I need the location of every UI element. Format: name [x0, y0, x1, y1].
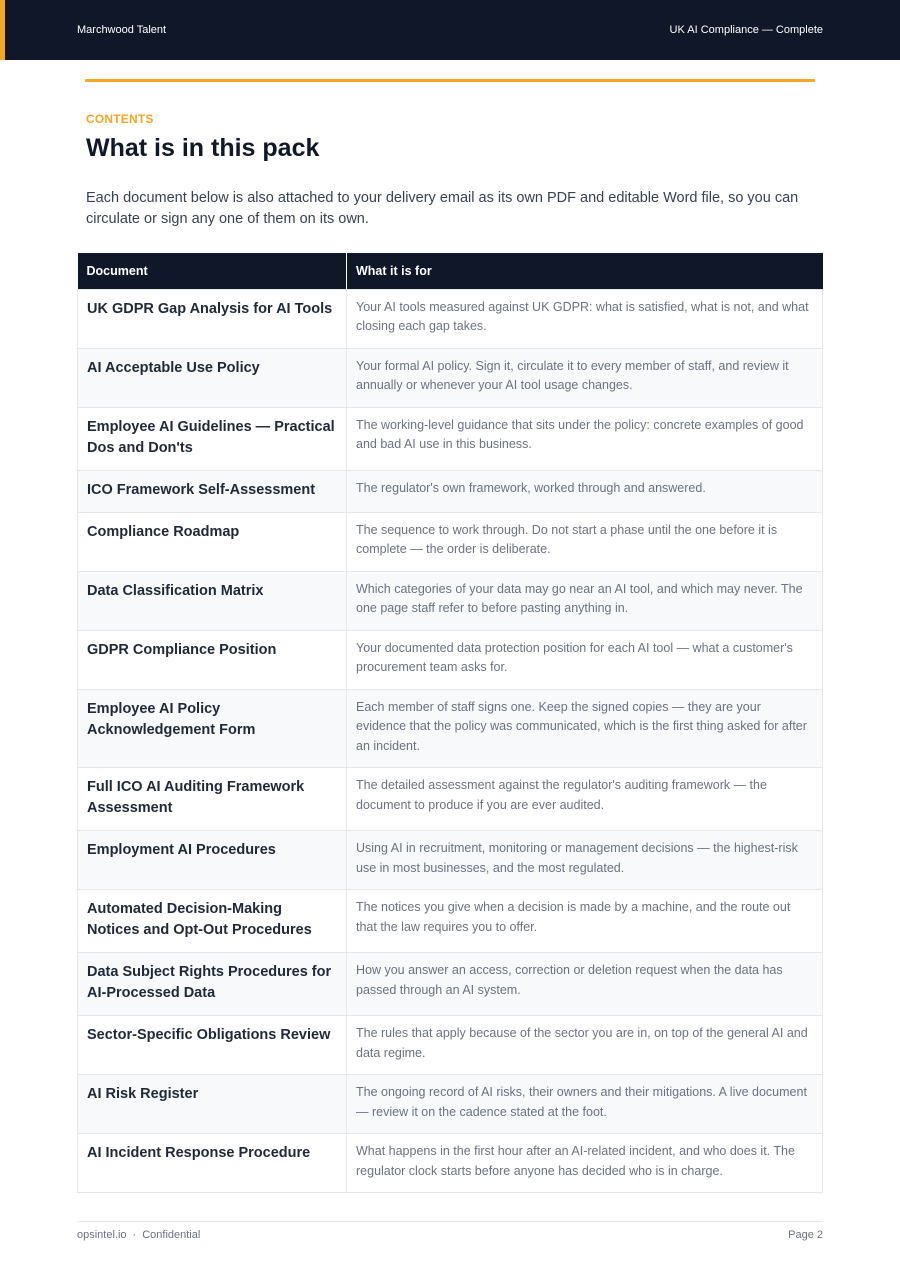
- table-row: [78, 831, 823, 890]
- table-row: [78, 289, 823, 348]
- column-header-document: Document: [78, 253, 347, 289]
- document-purpose-cell: What happens in the first hour after an AI-related incident, and who does it. The regulator clock starts before anyone has decided who is in charge.: [347, 1134, 823, 1193]
- document-purpose-cell: The regulator's own framework, worked through and answered.: [347, 470, 823, 512]
- table-header-row: [78, 253, 823, 289]
- document-purpose-cell: How you answer an access, correction or deletion request when the data has passed through an AI system.: [347, 953, 823, 1016]
- document-name-cell: UK GDPR Gap Analysis for AI Tools: [78, 289, 347, 348]
- document-name-cell: Automated Decision-Making Notices and Opt-Out Procedures: [78, 890, 347, 953]
- footer-classification: Confidential: [142, 1229, 201, 1241]
- document-purpose-cell: The detailed assessment against the regulator's auditing framework — the document to produce if you are ever audited.: [347, 768, 823, 831]
- document-title: UK AI Compliance — Complete: [669, 24, 823, 36]
- document-purpose-cell: Each member of staff signs one. Keep the signed copies — they are your evidence that the policy was communicated, which is the first thing asked for after an incident.: [347, 689, 823, 768]
- document-name-cell: AI Incident Response Procedure: [78, 1134, 347, 1193]
- document-purpose-cell: The rules that apply because of the sector you are in, on top of the general AI and data regime.: [347, 1016, 823, 1075]
- table-row: [78, 630, 823, 689]
- accent-divider: [85, 79, 815, 82]
- document-name-cell: Data Subject Rights Procedures for AI-Processed Data: [78, 953, 347, 1016]
- page-number: Page 2: [788, 1229, 823, 1241]
- page-title: What is in this pack: [86, 134, 320, 162]
- documents-table: [77, 253, 823, 1193]
- document-name-cell: AI Risk Register: [78, 1075, 347, 1134]
- document-name-cell: Employee AI Policy Acknowledgement Form: [78, 689, 347, 768]
- column-header-purpose: What it is for: [347, 253, 823, 289]
- document-purpose-cell: The notices you give when a decision is made by a machine, and the route out that the law requires you to offer.: [347, 890, 823, 953]
- document-name-cell: Compliance Roadmap: [78, 512, 347, 571]
- document-purpose-cell: Using AI in recruitment, monitoring or management decisions — the highest-risk use in most businesses, and the most regulated.: [347, 831, 823, 890]
- footer-divider: [77, 1221, 823, 1222]
- brand-name: Marchwood Talent: [77, 24, 167, 36]
- table-row: [78, 1134, 823, 1193]
- section-eyebrow: CONTENTS: [86, 112, 154, 126]
- table-row: [78, 407, 823, 470]
- footer-site: opsintel.io: [77, 1229, 127, 1241]
- document-name-cell: Employment AI Procedures: [78, 831, 347, 890]
- table-row: [78, 470, 823, 512]
- table-row: [78, 953, 823, 1016]
- document-name-cell: Data Classification Matrix: [78, 571, 347, 630]
- document-purpose-cell: The working-level guidance that sits under the policy: concrete examples of good and bad AI use in this business.: [347, 407, 823, 470]
- table-row: [78, 689, 823, 768]
- document-name-cell: AI Acceptable Use Policy: [78, 348, 347, 407]
- document-name-cell: ICO Framework Self-Assessment: [78, 470, 347, 512]
- table-row: [78, 348, 823, 407]
- document-name-cell: Sector-Specific Obligations Review: [78, 1016, 347, 1075]
- footer-left: [77, 1229, 200, 1241]
- table-row: [78, 1075, 823, 1134]
- document-name-cell: GDPR Compliance Position: [78, 630, 347, 689]
- document-purpose-cell: The sequence to work through. Do not start a phase until the one before it is complete — the order is deliberate.: [347, 512, 823, 571]
- table-row: [78, 768, 823, 831]
- table-row: [78, 1016, 823, 1075]
- document-name-cell: Full ICO AI Auditing Framework Assessment: [78, 768, 347, 831]
- document-purpose-cell: Your AI tools measured against UK GDPR: what is satisfied, what is not, and what closing each gap takes.: [347, 289, 823, 348]
- document-purpose-cell: Your documented data protection position for each AI tool — what a customer's procurement team asks for.: [347, 630, 823, 689]
- footer-separator: ·: [132, 1229, 137, 1241]
- header-bar: [0, 0, 900, 60]
- table-row: [78, 571, 823, 630]
- table-row: [78, 890, 823, 953]
- document-name-cell: Employee AI Guidelines — Practical Dos and Don'ts: [78, 407, 347, 470]
- table-row: [78, 512, 823, 571]
- intro-paragraph: Each document below is also attached to your delivery email as its own PDF and editable Word file, so you can circulate or sign any one of them on its own.: [86, 190, 799, 227]
- document-purpose-cell: The ongoing record of AI risks, their owners and their mitigations. A live document — review it on the cadence stated at the foot.: [347, 1075, 823, 1134]
- document-purpose-cell: Which categories of your data may go near an AI tool, and which may never. The one page staff refer to before pasting anything in.: [347, 571, 823, 630]
- document-purpose-cell: Your formal AI policy. Sign it, circulate it to every member of staff, and review it annually or whenever your AI tool usage changes.: [347, 348, 823, 407]
